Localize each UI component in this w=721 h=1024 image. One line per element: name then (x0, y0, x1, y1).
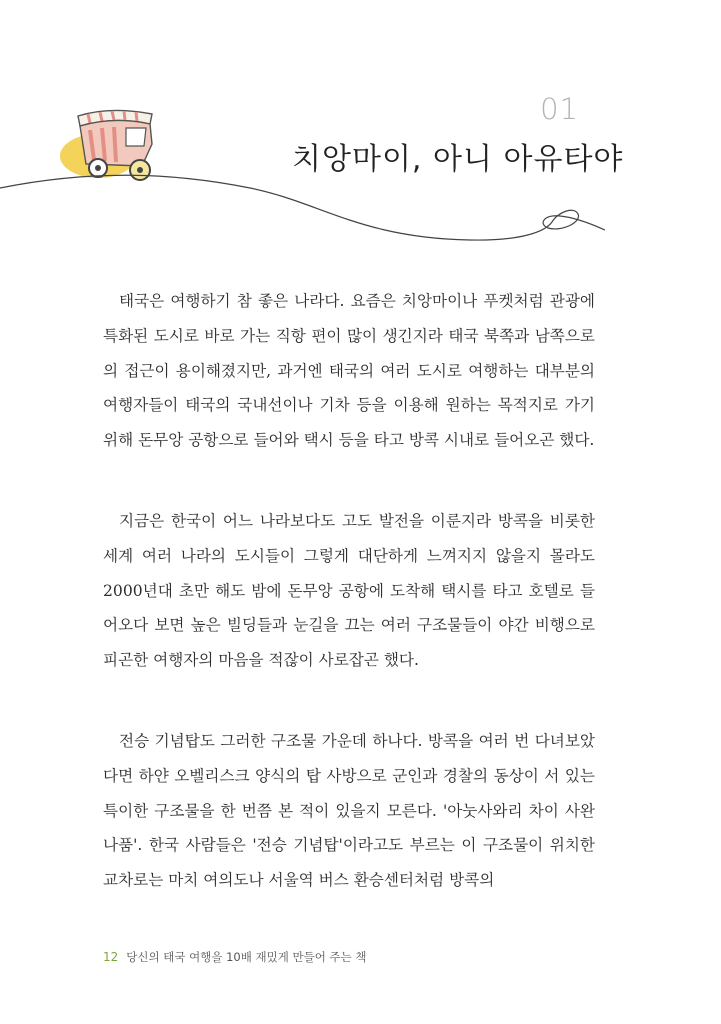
paragraph-3: 전승 기념탑도 그러한 구조물 가운데 하나다. 방콕을 여러 번 다녀보았다면 하얀 오벨리스크 양식의 탑 사방으로 군인과 경찰의 동상이 서 있는 특이한 구조물을 한 번쯤 본 적이 있을지 모른다. '아눗사와리 차이 사완나품'. 한국 사람들은 '전승 기념탑'이라고도 부르는 이 구조물이 위치한 교차로는 마치 여의도나 서울역 버스 환승센터처럼 방콕의 (103, 731, 595, 890)
body-text (103, 284, 595, 898)
chapter-title: 치앙마이, 아니 아유타야 (292, 142, 624, 177)
chapter-number: 01 (540, 92, 579, 126)
decorative-curve-line (0, 150, 721, 260)
page-footer (103, 949, 366, 965)
book-title: 당신의 태국 여행을 10배 재밌게 만들어 주는 책 (126, 950, 367, 964)
page-number: 12 (103, 950, 119, 964)
paragraph-1: 태국은 여행하기 참 좋은 나라다. 요즘은 치앙마이나 푸켓처럼 관광에 특화된 도시로 바로 가는 직항 편이 많이 생긴지라 태국 북쪽과 남쪽으로의 접근이 용이해졌지만, 과거엔 태국의 여러 도시로 여행하는 대부분의 여행자들이 태국의 국내선이나 기차 등을 이용해 원하는 목적지로 가기 위해 돈무앙 공항으로 들어와 택시 등을 타고 방콕 시내로 들어오곤 했다. (103, 292, 595, 450)
paragraph-2: 지금은 한국이 어느 나라보다도 고도 발전을 이룬지라 방콕을 비롯한 세계 여러 나라의 도시들이 그렇게 대단하게 느껴지지 않을지 몰라도 2000년대 초만 해도 밤에 돈무앙 공항에 도착해 택시를 타고 호텔로 들어오다 보면 높은 빌딩들과 눈길을 끄는 여러 구조물들이 야간 비행으로 피곤한 여행자의 마음을 적잖이 사로잡곤 했다. (103, 511, 595, 670)
